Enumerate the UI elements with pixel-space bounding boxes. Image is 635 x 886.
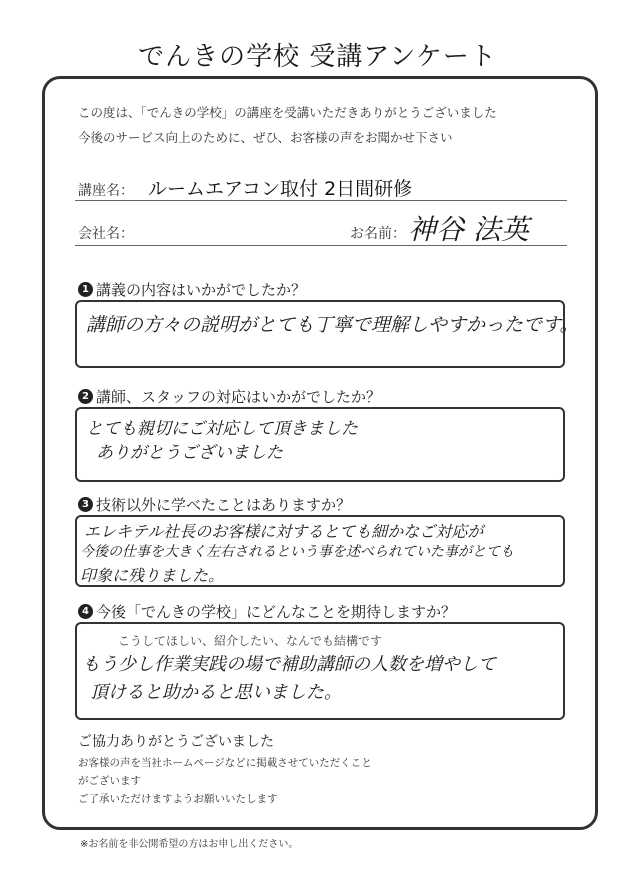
name-label: お名前： [350,226,406,242]
question-3 [78,494,351,515]
question-1 [78,279,306,300]
closing-note-2: がございます [78,775,141,787]
question-4 [78,601,456,622]
footnote: ※お名前を非公開希望の方はお申し出ください。 [80,839,299,850]
number-2-badge: 2 [78,389,93,404]
question-4-text: 今後「でんきの学校」にどんなことを期待しますか？ [96,603,457,621]
closing-note-3: ご了承いただけますようお願いいたします [78,793,278,805]
answer-3-line-1: エレキテル社長のお客様に対するとても細かなご対応が [84,522,484,541]
question-1-text: 講義の内容はいかがでしたか？ [96,281,307,299]
question-3-text: 技術以外に学べたことはありますか？ [96,496,352,514]
answer-3-line-3: 印象に残りました。 [80,566,225,585]
question-2 [78,386,381,407]
name-handwritten: 神谷 法英 [408,213,529,246]
answer-3-line-2: 今後の仕事を大きく左右されるという事を述べられていた事がとても [80,544,514,560]
intro-line-1: この度は、「でんきの学校」の講座を受講いただきありがとうございました [78,105,497,120]
question-2-text: 講師、スタッフの対応はいかがでしたか？ [96,388,382,406]
company-label: 会社名： [78,226,134,242]
answer-1-line-1: 講師の方々の説明がとても丁寧で理解しやすかったです。 [86,314,579,336]
answer-2-line-1: とても親切にご対応して頂きました [86,419,358,439]
number-4-badge: 4 [78,604,93,619]
number-1-badge: 1 [78,282,93,297]
course-label: 講座名： [78,183,134,199]
name-rule [75,245,567,246]
answer-4-line-1: もう少し作業実践の場で補助講師の人数を増やして [82,654,496,675]
closing-thanks: ご協力ありがとうございました [78,734,274,750]
number-3-badge: 3 [78,497,93,512]
question-4-hint: こうしてほしい、紹介したい、なんでも結構です [118,634,383,648]
course-rule [75,200,567,201]
page-title: でんきの学校 受講アンケート [138,42,497,72]
answer-4-line-2: 頂けると助かると思いました。 [90,682,342,703]
closing-note-1: お客様の声を当社ホームページなどに掲載させていただくこと [78,757,372,769]
answer-2-line-2: ありがとうございました [96,443,283,463]
course-value: ルームエアコン取付 2日間研修 [148,178,413,200]
intro-line-2: 今後のサービス向上のために、ぜひ、お客様の声をお聞かせ下さい [78,130,453,145]
